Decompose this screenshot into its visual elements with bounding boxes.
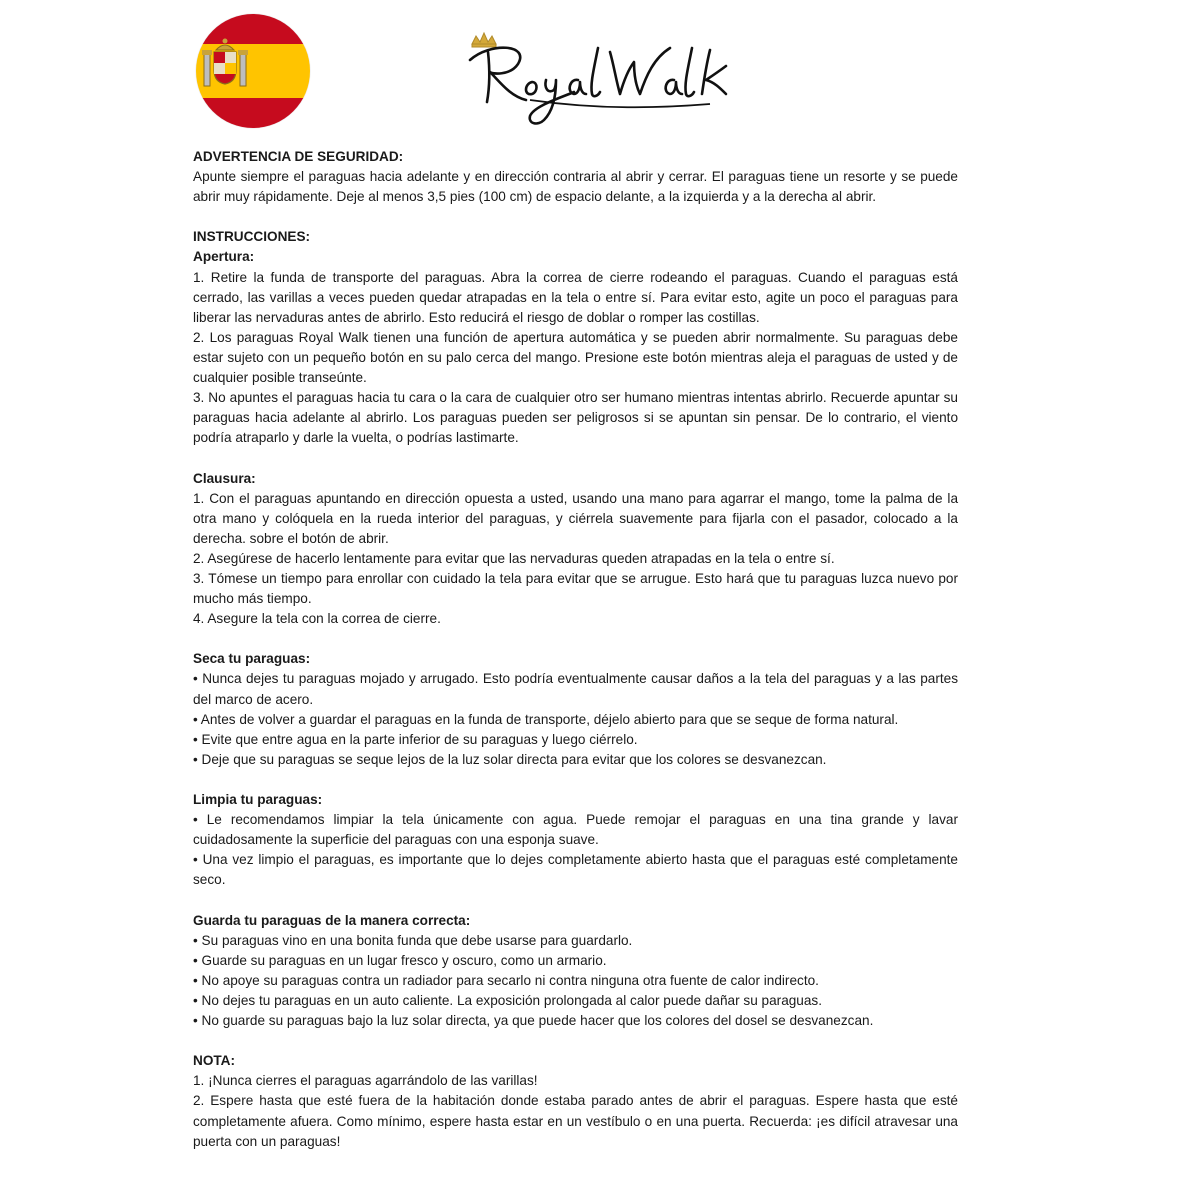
clean-item-2: • Una vez limpio el paraguas, es importante que lo dejes completamente abierto hasta que el paraguas esté completamente seco. (193, 852, 958, 888)
store-item-2: • Guarde su paraguas en un lugar fresco y oscuro, como un armario. (193, 952, 607, 968)
closing-step-4: 4. Asegure la tela con la correa de cierre. (193, 611, 441, 627)
crown-icon (472, 33, 496, 47)
store-title: Guarda tu paraguas de la manera correcta: (193, 912, 471, 928)
closing-step-1: 1. Con el paraguas apuntando en dirección opuesta a usted, usando una mano para agarrar el mango, tome la palma de la otra mano y colóquela en la rueda interior del paraguas, y ciérrela suavemente para fijarla con el pasador, colocado a la derecha. sobre el botón de abrir. (193, 490, 958, 546)
warning-text: Apunte siempre el paraguas hacia adelante y en dirección contraria al abrir y cerrar. El paraguas tiene un resorte y se puede abrir muy rápidamente. Deje al menos 3,5 pies (100 cm) de espacio delante, a la izquierda y a la derecha al abrir. (193, 169, 958, 205)
dry-item-3: • Evite que entre agua en la parte inferior de su paraguas y luego ciérrelo. (193, 731, 638, 747)
store-item-1: • Su paraguas vino en una bonita funda que debe usarse para guardarlo. (193, 932, 633, 948)
instructions-document (193, 147, 958, 1152)
dry-item-4: • Deje que su paraguas se seque lejos de la luz solar directa para evitar que los colores se desvanezcan. (193, 751, 827, 767)
dry-title: Seca tu paraguas: (193, 651, 311, 667)
closing-step-2: 2. Asegúrese de hacerlo lentamente para evitar que las nervaduras queden atrapadas en la tela o entre sí. (193, 550, 835, 566)
clean-item-1: • Le recomendamos limpiar la tela únicamente con agua. Puede remojar el paraguas en una tina grande y lavar cuidadosamente la superficie del paraguas con una esponja suave. (193, 812, 958, 848)
opening-step-2: 2. Los paraguas Royal Walk tienen una función de apertura automática y se pueden abrir normalmente. Su paraguas debe estar sujeto con un pequeño botón en su palo cerca del mango. Presione este botón mientras aleja el paraguas de usted y de cualquier posible transeúnte. (193, 329, 958, 386)
opening-step-1: 1. Retire la funda de transporte del paraguas. Abra la correa de cierre rodeando el paraguas. Cuando el paraguas está cerrado, las varillas a veces pueden quedar atrapadas en la tela o entre sí. Para evitar esto, agite un poco el paraguas para liberar las nervaduras antes de abrirlo. Esto reducirá el riesgo de doblar o romper las costillas. (193, 269, 958, 325)
clean-title: Limpia tu paraguas: (193, 792, 323, 807)
note-title: NOTA: (193, 1053, 236, 1069)
note-item-2: 2. Espere hasta que esté fuera de la habitación donde estaba parado antes de abrir el paraguas. Espere hasta que esté completamente afuera. Como mínimo, espere hasta estar en un vestíbulo o en una puerta. Recuerda: ¡es difícil atravesar una puerta con un paraguas! (193, 1093, 958, 1149)
opening-step-3: 3. No apuntes el paraguas hacia tu cara o la cara de cualquier otro ser humano mientras intentas abrirlo. Recuerde apuntar su paraguas hacia adelante al abrirlo. Los paraguas pueden ser peligrosos si se apuntan sin pensar. De lo contrario, el viento podría atraparlo y darle la vuelta, o podrías lastimarte. (193, 390, 958, 446)
dry-item-2: • Antes de volver a guardar el paraguas en la funda de transporte, déjelo abierto para que se seque de forma natural. (193, 711, 899, 727)
store-item-4: • No dejes tu paraguas en un auto caliente. La exposición prolongada al calor puede dañar su paraguas. (193, 992, 823, 1008)
store-item-5: • No guarde su paraguas bajo la luz solar directa, ya que puede hacer que los colores del dosel se desvanezcan. (193, 1013, 874, 1029)
closing-step-3: 3. Tómese un tiempo para enrollar con cuidado la tela para evitar que se arrugue. Esto hará que tu paraguas luzca nuevo por mucho más tiempo. (193, 570, 958, 607)
warning-title: ADVERTENCIA DE SEGURIDAD: (193, 149, 404, 164)
instructions-title: INSTRUCCIONES: (193, 229, 311, 245)
opening-subtitle: Apertura: (193, 249, 255, 265)
store-item-3: • No apoye su paraguas contra un radiador para secarlo ni contra ninguna otra fuente de calor indirecto. (193, 972, 819, 988)
note-item-1: 1. ¡Nunca cierres el paraguas agarrándolo de las varillas! (193, 1073, 538, 1089)
spain-flag-icon (196, 14, 310, 128)
royal-walk-logo (460, 30, 740, 135)
dry-item-1: • Nunca dejes tu paraguas mojado y arrugado. Esto podría eventualmente causar daños a la tela del paraguas y a las partes del marco de acero. (193, 671, 958, 707)
closing-title: Clausura: (193, 470, 256, 486)
